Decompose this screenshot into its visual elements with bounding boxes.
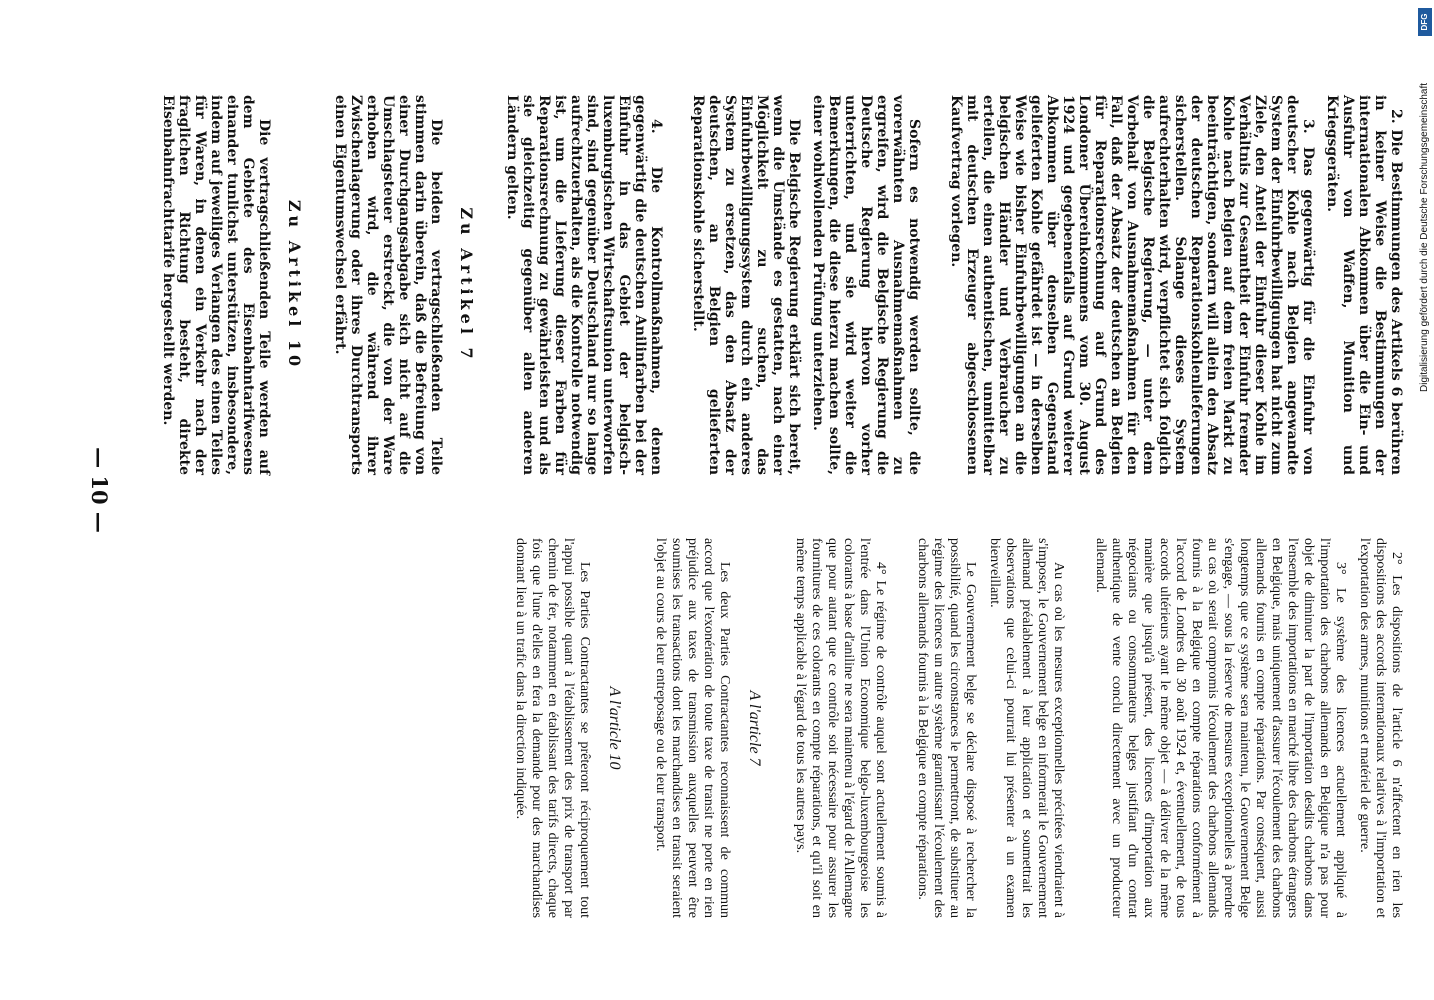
french-paragraph: 3° Le système des licences actuellement appliqué à l'importation des charbons allemands en Belgique n'a pas pour objet de diminuer la part de l'importation desdits charbons dans l'ensemble des importations en marché libre des charbons étrangers en Belgique, mais uniquement d'assurer l'écoulement des charbons allemands fournis en compte réparations. Par conséquent, aussi longtemps que ce système sera maintenu, le Gouvernement Belge s'engage, — sous la réserve de mesures exceptionnelles à prendre au cas où serait compromis l'écoulement des charbons allemands fournis à la Belgique en compte réparations conformément à l'accord de Londres du 30 août 1924 et, éventuellement, de tous accords ultérieurs ayant le même objet — à délivrer de la même manière que jusqu'à présent, des licences d'importation aux négociants ou consommateurs belges justifiant d'un contrat authentique de vente conclu directement avec un producteur allemand. [1093, 538, 1348, 918]
french-paragraph: 2° Les dispositions de l'article 6 n'affectent en rien les dispositions des accords internationaux relatives à l'importation et l'exportation des armes, munitions et matériel de guerre. [1357, 538, 1404, 918]
page-number: — 10 — [87, 447, 112, 533]
german-column [152, 95, 1404, 475]
german-paragraph: 2. Die Bestimmungen des Artikels 6 berühren in keiner Weise die Bestimmungen der internationalen Abkommen über die Ein- und Ausfuhr von Waffen, Munition und Kriegsgeräten. [1324, 95, 1404, 475]
digitization-credit [1416, 0, 1434, 1000]
dfg-logo-text: DFG [1420, 13, 1429, 31]
german-paragraph: 4. Die Kontrollmaßnahmen, denen gegenwärtig die deutschen Anilinfarben bei der Einfuhr in das Gebiet der belgisch-luxemburgischen Wirtschaftsunion unterworfen sind, sind gegenüber Deutschland nur so lange aufrechtzuerhalten, als die Kontrolle notwendig ist, um die Lieferung dieser Farben für Reparationsrechnung zu gewährleisten und als sie gleichzeitig gegenüber allen anderen Ländern gelten. [504, 95, 664, 475]
french-article-10-text: Les Parties Contractantes se prêteront réciproquement tout l'appui possible quant à l'établissement des prix de transport par chemin de fer, notamment en établissant des tarifs directs, chaque fois que l'une d'elles en fera la demande pour des marchandises donnant lieu à un trafic dans la direction indiquée. [513, 538, 592, 918]
german-paragraph: Die Belgische Regierung erklärt sich bereit, wenn die Umstände es gestatten, nach einer Möglichkeit zu suchen, das Einfuhrbewilligungssystem durch ein anderes System zu ersetzen, das den Absatz der deutschen, an Belgien gelieferten Reparationskohle sicherstellt. [690, 95, 802, 475]
credit-text: Digitalisierung gefördert durch die Deutsche Forschungsgemeinschaft [1419, 82, 1430, 392]
german-paragraph: Sofern es notwendig werden sollte, die vorerwähnten Ausnahmemaßnahmen zu ergreifen, wird die Belgische Regierung die Deutsche Regierung hiervon vorher unterrichten, und sie wird weiter die Bemerkungen, die diese hierzu machen sollte, einer wohlwollenden Prüfung unterziehen. [810, 95, 922, 475]
german-heading-article-7: Zu Artikel 7 [457, 207, 476, 363]
french-article-7-text: Les deux Parties Contractantes reconnaissent de commun accord que l'exonération de toute taxe de transit ne porte en rien préjudice aux taxes de transmission auxquelles peuvent être soumises les transactions dont les marchandises en transit seraient l'objet au cours de leur entreposage ou de leur transport. [653, 538, 732, 918]
german-heading-article-10: Zu Artikel 10 [285, 199, 304, 371]
french-column [504, 538, 1404, 918]
german-paragraph: 3. Das gegenwärtig für die Einfuhr von deutscher Kohle nach Belgien angewandte System der Einfuhrbewilligungen hat nicht zum Ziele, den Anteil der Einfuhr dieser Kohle im Verhältnis zur Gesamtheit der Einfuhr fremder Kohle nach Belgien auf dem freien Markt zu beeinträchtigen, sondern will allein den Absatz der deutschen Reparationskohlenlieferungen sicherstellen. Solange dieses System aufrechterhalten wird, verpflichtet sich folglich die Belgische Regierung, — unter dem Vorbehalt von Ausnahmemaßnahmen für den Fall, daß der Absatz der deutschen an Belgien für Reparationsrechnung auf Grund des Londoner Übereinkommens vom 30. August 1924 und gegebenenfalls auf Grund weiterer Abkommen über denselben Gegenstand gelieferten Kohle gefährdet ist — in derselben Weise wie bisher Einfuhrbewilligungen an die belgischen Händler und Verbraucher zu erteilen, die einen authentischen, unmittelbar mit deutschen Erzeuger abgeschlossenen Kaufvertrag vorlegen. [948, 95, 1316, 475]
french-paragraph: Au cas où les mesures exceptionnelles précitées viendraient à s'imposer, le Gouvernement belge en informerait le Gouvernement allemand préalablement à leur application et soumettrait les observations que celui-ci pourrait lui présenter à un examen bienveillant. [987, 538, 1066, 918]
french-paragraph: 4° Le régime de contrôle auquel sont actuellement soumis à l'entrée dans l'Union Economique belgo-luxembourgeoise les colorants à base d'aniline ne sera maintenu à l'égard de l'Allemagne que pour autant que ce contrôle soit nécessaire pour assurer les fournitures de ces colorants en compte réparations, et qu'il soit en même temps applicable à l'égard de tous les autres pays. [793, 538, 888, 918]
german-article-7-text: Die beiden vertragschließenden Teile stimmen darin überein, daß die Befreiung von einer Durchgangsabgabe sich nicht auf die Umschlagsteuer erstreckt, die von der Ware erhoben wird, die während ihrer Zwischenlagerung oder ihres Durchtransports einen Eigentumswechsel erfährt. [332, 95, 444, 475]
german-article-10-text: Die vertragschließenden Teile werden auf dem Gebiete des Eisenbahntarifwesens einander tunlichst unterstützen, insbesondere, indem auf jeweiliges Verlangen des einen Teiles für Waren, in denen ein Verkehr nach der fraglichen Richtung besteht, direkte Eisenbahnfrachttarife hergestellt werden. [160, 95, 272, 475]
french-paragraph: Le Gouvernement belge se déclare disposé à rechercher la possibilité, quand les circonstances le permettront, de substituer au régime des licences un autre système garantissant l'écoulement des charbons allemands fournis à la Belgique en compte réparations. [915, 538, 978, 918]
french-heading-article-7: A l'article 7 [746, 690, 763, 766]
french-heading-article-10: A l'article 10 [606, 686, 623, 770]
